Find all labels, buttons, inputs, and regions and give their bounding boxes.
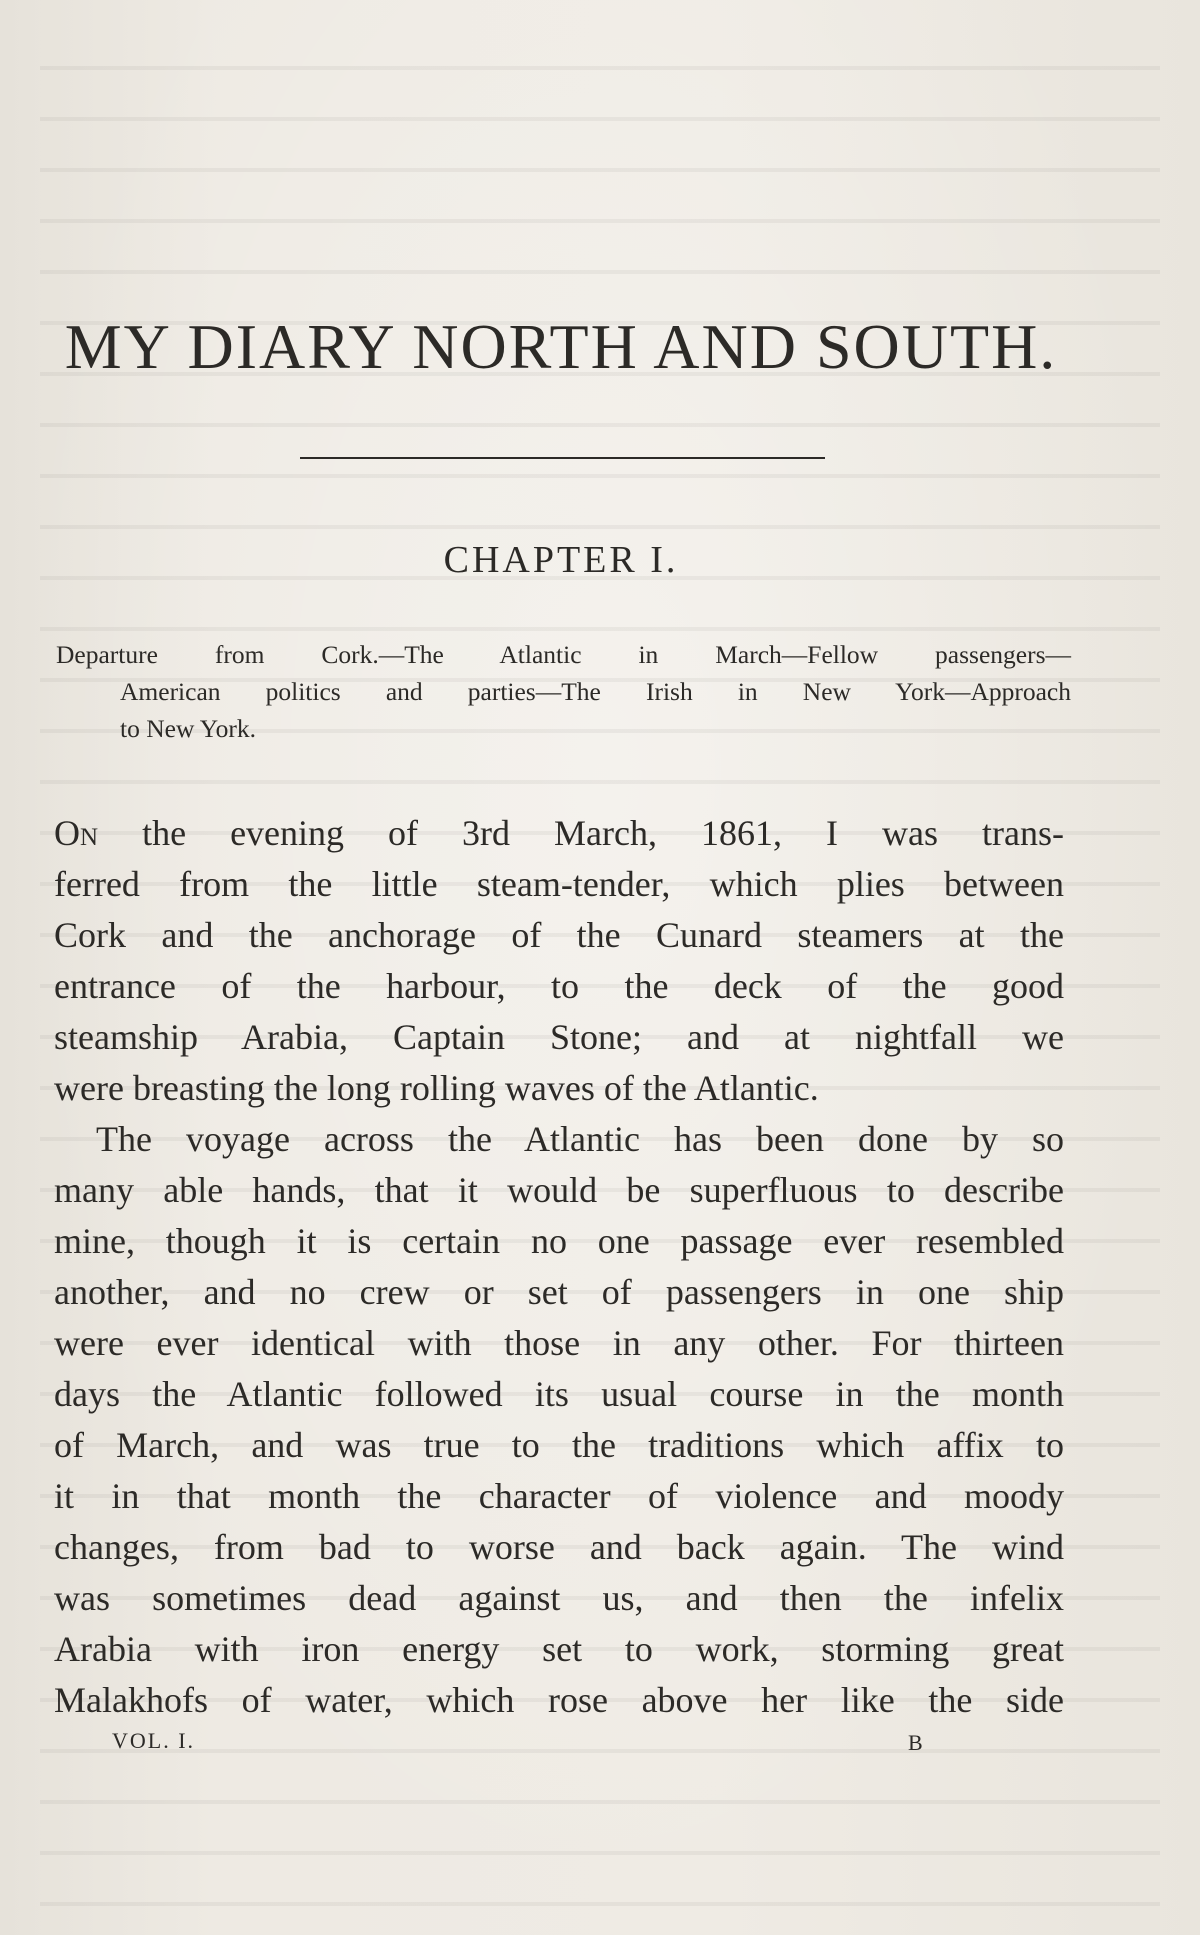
paragraph-2-line: Malakhofs of water, which rose above her like the side (54, 1680, 1064, 1720)
synopsis-line: American politics and parties—The Irish in New York—Approach (120, 677, 1071, 706)
paragraph-1-line: ferred from the little steam-tender, which plies between (54, 864, 1064, 904)
synopsis-line: Departure from Cork.—The Atlantic in March—Fellow passengers— (56, 640, 1071, 669)
gathering-signature: B (908, 1730, 923, 1755)
title-rule (300, 457, 825, 459)
paragraph-2-line: of March, and was true to the traditions which affix to (54, 1425, 1064, 1465)
book-title: MY DIARY NORTH AND SOUTH. (64, 311, 1058, 382)
paragraph-2-line: were ever identical with those in any other. For thirteen (54, 1323, 1064, 1363)
paragraph-1-line: Cork and the anchorage of the Cunard steamers at the (54, 915, 1064, 955)
chapter-synopsis (56, 636, 1071, 747)
opening-small-caps: On (54, 813, 99, 853)
body-text (54, 808, 1064, 1726)
paragraph-1-line: were breasting the long rolling waves of the Atlantic. (54, 1068, 819, 1108)
paragraph-2-line: another, and no crew or set of passengers in one ship (54, 1272, 1064, 1312)
chapter-heading: CHAPTER I. (443, 539, 679, 581)
paragraph-2-line: many able hands, that it would be superfluous to describe (54, 1170, 1064, 1210)
paragraph-2-line: Arabia with iron energy set to work, storming great (54, 1629, 1064, 1669)
paragraph-2-line: The voyage across the Atlantic has been done by so (96, 1119, 1064, 1159)
paragraph-2-line: days the Atlantic followed its usual course in the month (54, 1374, 1064, 1414)
paragraph-1-line-text: the evening of 3rd March, 1861, I was trans- (98, 813, 1064, 853)
paragraph-2-line: was sometimes dead against us, and then the infelix (54, 1578, 1064, 1618)
volume-signature: VOL. I. (112, 1728, 196, 1753)
paragraph-1-line: steamship Arabia, Captain Stone; and at nightfall we (54, 1017, 1064, 1057)
paragraph-2-line: changes, from bad to worse and back again. The wind (54, 1527, 1064, 1567)
paragraph-2-line: mine, though it is certain no one passage ever resembled (54, 1221, 1064, 1261)
synopsis-line: to New York. (120, 714, 257, 743)
paragraph-1-line (54, 808, 1064, 859)
paragraph-2-line: it in that month the character of violence and moody (54, 1476, 1064, 1516)
paragraph-1-line: entrance of the harbour, to the deck of the good (54, 966, 1064, 1006)
